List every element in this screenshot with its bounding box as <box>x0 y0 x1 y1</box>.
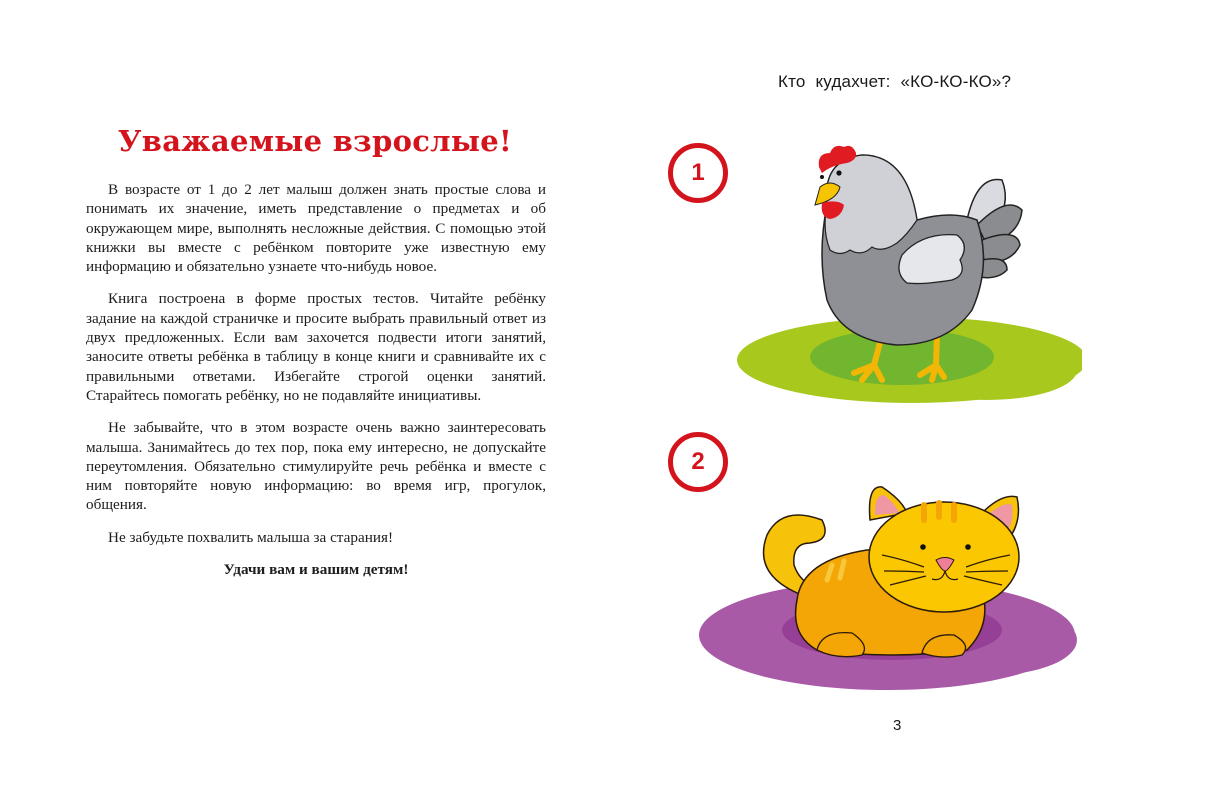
cat-icon <box>692 475 1092 700</box>
question-heading: Кто кудахчет: «КО-КО-КО»? <box>778 72 1012 91</box>
paragraph: Не забудьте похвалить малыша за старания! <box>108 528 394 546</box>
page-number: 3 <box>893 717 902 734</box>
option-number: 2 <box>691 448 705 475</box>
closing-line: Удачи вам и вашим детям! <box>223 561 409 579</box>
hen-icon <box>722 135 1082 415</box>
page-title: Уважаемые взрослые! <box>117 124 513 158</box>
hen-illustration[interactable] <box>722 135 1082 415</box>
paragraph: Книга построена в форме простых тестов. Читайте ребёнку задание на каждой страничке и просите выбрать правильный ответ из двух предложенных. Если вам захочется подвести итоги занятий, заносите ответы ребёнка в таблицу в конце книги и сравнивайте их с правильными ответами. Избегайте строгой оценки занятий. Старайтесь помогать ребёнку, но не подавляйте инициативы. <box>86 290 546 404</box>
option-number: 1 <box>691 159 705 186</box>
paragraph: В возрасте от 1 до 2 лет малыш должен знать простые слова и понимать их значение, иметь представление о предметах и об окружающем мире, выполнять несложные действия. С помощью этой книжки вы вместе с ребёнком повторите уже известную ему информацию и обязательно узнаете что-нибудь новое. <box>86 181 546 276</box>
intro-text <box>86 180 546 592</box>
cat-illustration[interactable] <box>692 475 1092 700</box>
option-number-badge-1[interactable] <box>668 143 728 203</box>
right-page <box>607 0 1214 804</box>
paragraph: Не забывайте, что в этом возрасте очень важно заинтересовать малыша. Занимайтесь до тех пор, пока ему интересно, не допускайте переутомления. Обязательно стимулируйте речь ребёнка и вместе с ним повторяйте новую информацию: во время игр, прогулок, общения. <box>86 419 546 514</box>
